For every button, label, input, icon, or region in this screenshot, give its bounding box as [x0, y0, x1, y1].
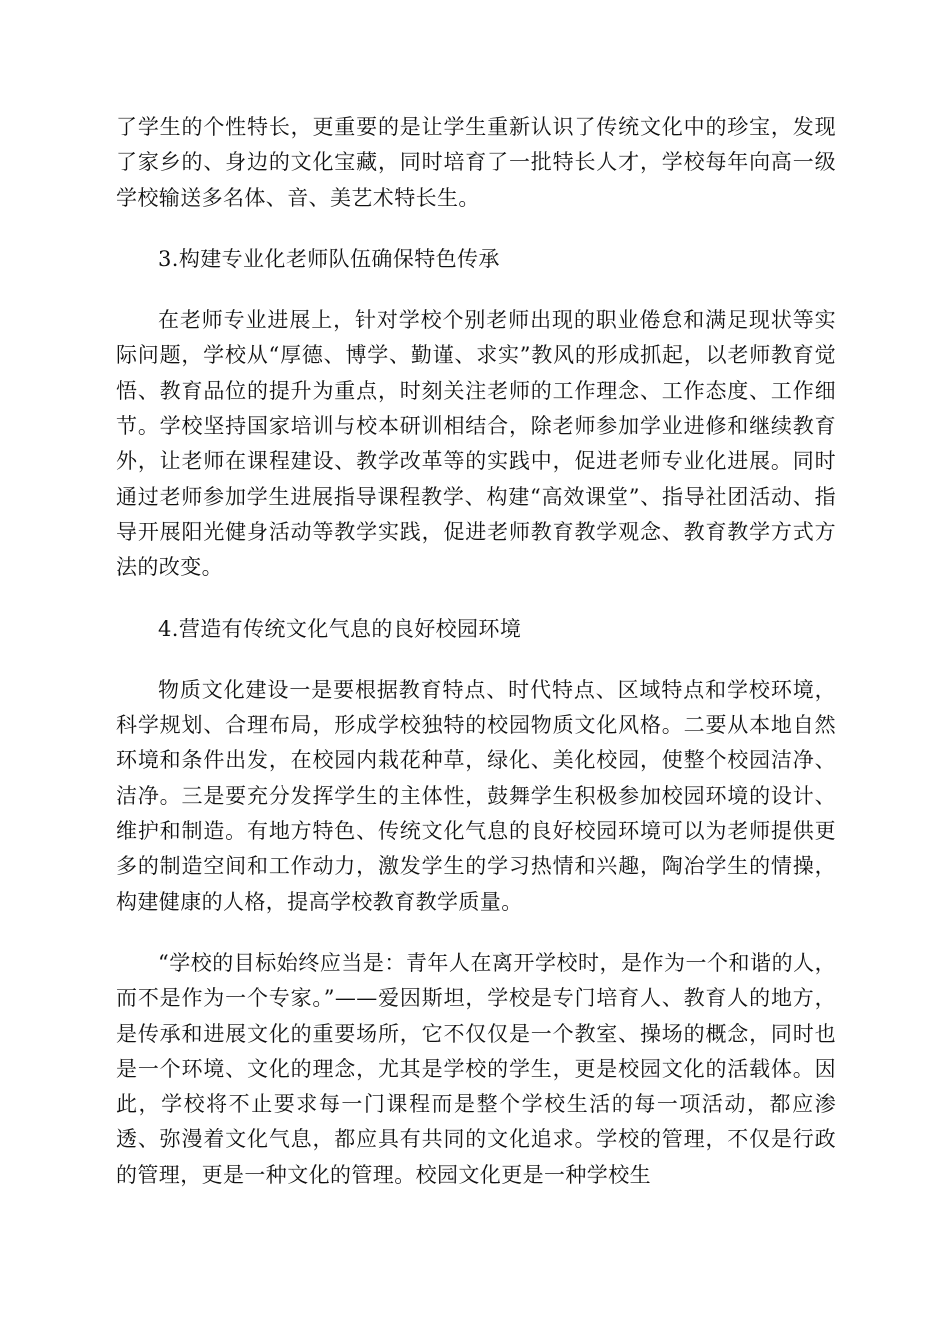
paragraph-teacher-development: 在老师专业进展上，针对学校个别老师出现的职业倦怠和满足现状等实际问题，学校从“厚德、博学、勤谨、求实”教风的形成抓起，以老师教育觉悟、教育品位的提升为重点，时刻关注老师的工作理念、工作态度、工作细节。学校坚持国家培训与校本研训相结合，除老师参加学业进修和继续教育外，让老师在课程建设、教学改革等的实践中，促进老师专业化进展。同时通过老师参加学生进展指导课程教学、构建“高效课堂”、指导社团活动、指导开展阳光健身活动等教学实践，促进老师教育教学观念、教育教学方式方法的改变。 — [116, 308, 836, 580]
paragraph-einstein-quote: “学校的目标始终应当是：青年人在离开学校时，是作为一个和谐的人，而不是作为一个专家。”——爱因斯坦，学校是专门培育人、教育人的地方，是传承和进展文化的重要场所，它不仅仅是一个教室、操场的概念，同时也是一个环境、文化的理念，尤其是学校的学生，更是校园文化的活载体。因此，学校将不止要求每一门课程而是整个学校生活的每一项活动，都应渗透、弥漫着文化气息，都应具有共同的文化追求。学校的管理，不仅是行政的管理，更是一种文化的管理。校园文化更是一种学校生 — [116, 950, 836, 1187]
paragraph-continued: 了学生的个性特长，更重要的是让学生重新认识了传统文化中的珍宝，发现了家乡的、身边的文化宝藏，同时培育了一批特长人才，学校每年向高一级学校输送多名体、音、美艺术特长生。 — [116, 115, 836, 210]
document-page — [116, 110, 836, 1193]
section-heading-4: 4.营造有传统文化气息的良好校园环境 — [158, 616, 522, 641]
section-heading-3: 3.构建专业化老师队伍确保特色传承 — [158, 246, 500, 271]
paragraph-campus-environment: 物质文化建设一是要根据教育特点、时代特点、区域特点和学校环境，科学规划、合理布局，形成学校独特的校园物质文化风格。二要从本地自然环境和条件出发，在校园内栽花种草，绿化、美化校园，使整个校园洁净、洁净。三是要充分发挥学生的主体性，鼓舞学生积极参加校园环境的设计、维护和制造。有地方特色、传统文化气息的良好校园环境可以为老师提供更多的制造空间和工作动力，激发学生的学习热情和兴趣，陶冶学生的情操，构建健康的人格，提高学校教育教学质量。 — [116, 677, 836, 914]
